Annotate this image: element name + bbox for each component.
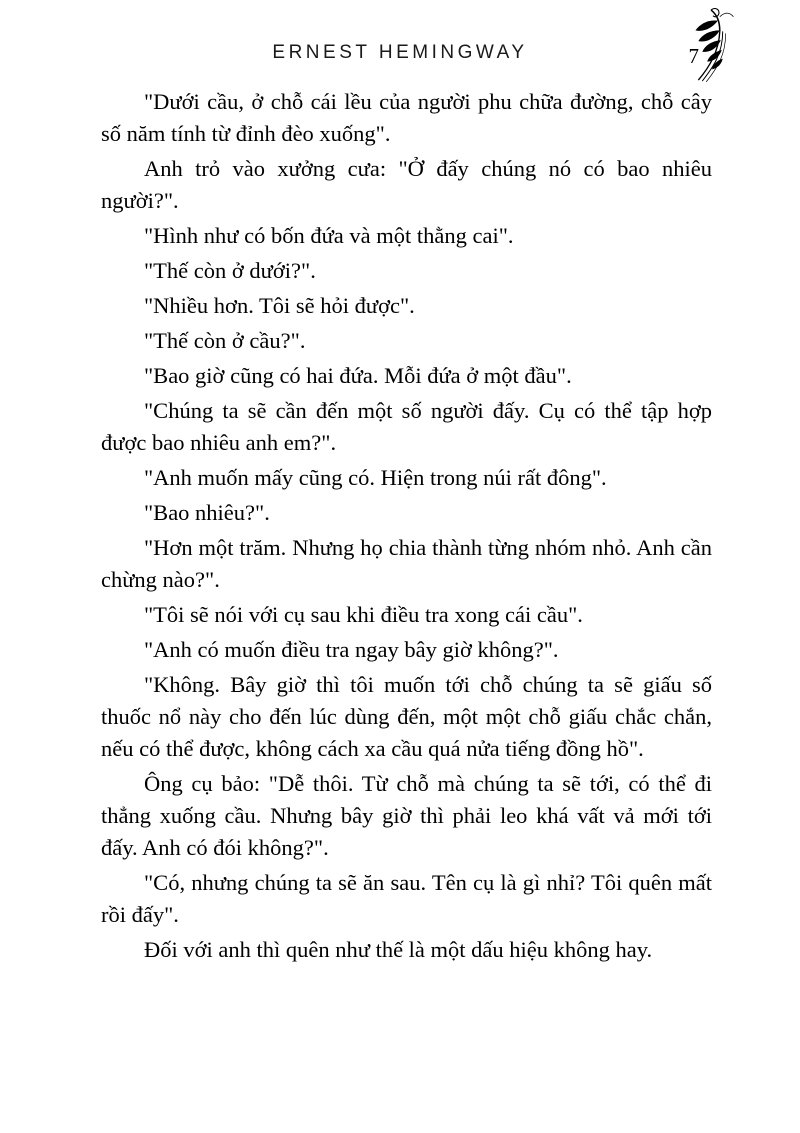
running-head-author: ERNEST HEMINGWAY — [272, 42, 528, 63]
paragraph: "Hơn một trăm. Nhưng họ chia thành từng nhóm nhỏ. Anh cần chừng nào?". — [101, 535, 712, 592]
paragraph: "Có, nhưng chúng ta sẽ ăn sau. Tên cụ là gì nhỉ? Tôi quên mất rồi đấy". — [101, 870, 712, 927]
paragraph: "Nhiều hơn. Tôi sẽ hỏi được". — [144, 293, 415, 318]
paragraph: "Anh muốn mấy cũng có. Hiện trong núi rất đông". — [144, 465, 607, 490]
paragraph: Ông cụ bảo: "Dễ thôi. Từ chỗ mà chúng ta sẽ tới, có thể đi thẳng xuống cầu. Nhưng bây giờ thì phải leo khá vất vả mới tới đấy. Anh có đói không?". — [101, 771, 712, 860]
page-body — [101, 86, 712, 966]
paragraph: Đối với anh thì quên như thế là một dấu hiệu không hay. — [144, 937, 653, 962]
paragraph: "Thế còn ở dưới?". — [144, 258, 316, 283]
paragraph: "Hình như có bốn đứa và một thằng cai". — [144, 223, 514, 248]
paragraph: "Bao giờ cũng có hai đứa. Mỗi đứa ở một đầu". — [144, 363, 572, 388]
paragraph: "Anh có muốn điều tra ngay bây giờ không?". — [144, 637, 559, 662]
paragraph: "Bao nhiêu?". — [144, 500, 270, 525]
page-header — [0, 0, 800, 86]
paragraph: "Tôi sẽ nói với cụ sau khi điều tra xong cái cầu". — [144, 602, 583, 627]
paragraph: "Dưới cầu, ở chỗ cái lều của người phu chữa đường, chỗ cây số năm tính từ đỉnh đèo xuống". — [101, 89, 712, 146]
fern-flourish-icon — [690, 8, 734, 82]
page-number: 7 — [688, 44, 699, 68]
paragraph: "Thế còn ở cầu?". — [144, 328, 306, 353]
paragraph: "Chúng ta sẽ cần đến một số người đấy. Cụ có thể tập hợp được bao nhiêu anh em?". — [101, 398, 712, 455]
paragraph: "Không. Bây giờ thì tôi muốn tới chỗ chúng ta sẽ giấu số thuốc nổ này cho đến lúc dùng đến, một một chỗ giấu chắc chắn, nếu có thể được, không cách xa cầu quá nửa tiếng đồng hồ". — [101, 672, 712, 761]
paragraph: Anh trỏ vào xưởng cưa: "Ở đấy chúng nó có bao nhiêu người?". — [101, 156, 712, 213]
